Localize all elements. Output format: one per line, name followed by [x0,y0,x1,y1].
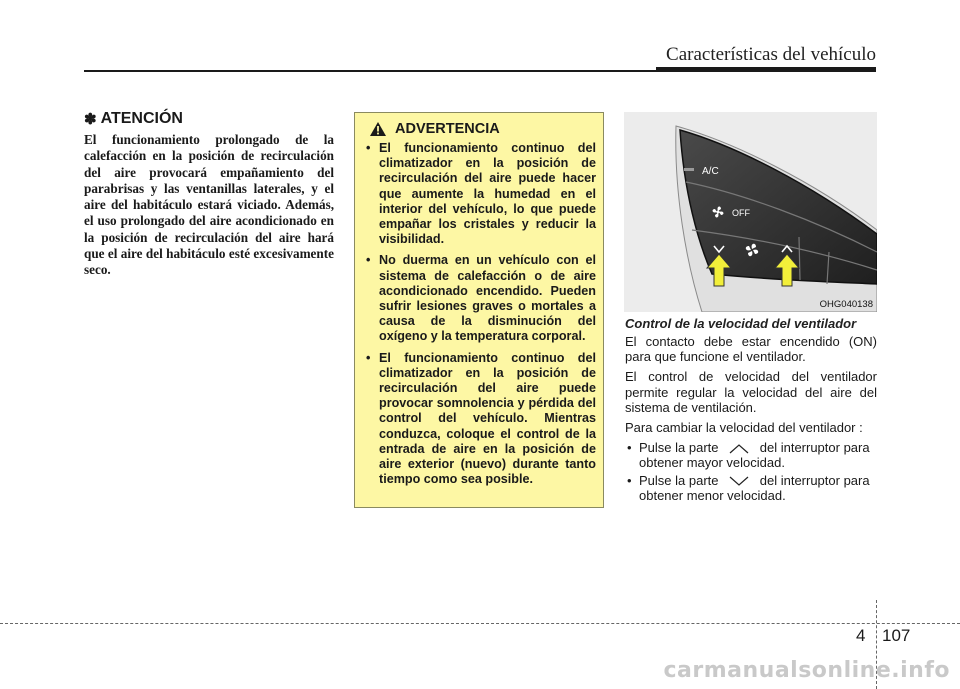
header-title: Características del vehículo [666,44,876,65]
warning-item: • El funcionamiento continuo del climatizador en la posición de recirculación del aire puede hacer que aumente la humedad en el interior del vehículo, lo que puede empañar los cristales y reducir la visibilidad. [366,141,596,247]
off-label: OFF [732,208,750,218]
list-item: • Pulse la parte del interruptor para obtener menor velocidad. [627,472,870,503]
chapter-number: 4 [856,626,866,645]
attention-heading-text: ATENCIÓN [100,110,183,127]
instruction-list [625,440,877,503]
paragraph: El control de velocidad del ventilador permite regular la velocidad del aire del sistema de ventilación. [625,369,877,415]
warning-title [369,121,596,137]
warning-triangle-icon [369,121,387,137]
warning-title-text: ADVERTENCIA [395,121,500,137]
attention-heading [84,110,334,128]
attention-section [84,110,334,279]
header-rule-accent [656,67,876,72]
fan-control-figure [624,112,877,312]
attention-body: El funcionamiento prolongado de la calefacción en la posición de recirculación del aire provocará empañamiento del parabrisas y las ventanillas laterales, y el aire del habitáculo estará viciado. Además, el uso prolongado del aire acondicionado en la posición de recirculación del aire hará que el aire del habitáculo esté excesivamente seco. [84,132,334,278]
page-number: 107 [882,626,911,645]
warning-box [354,112,604,508]
fan-speed-section [625,316,877,505]
figure-code: OHG040138 [819,299,873,310]
list-item: • Pulse la parte del interruptor para obtener mayor velocidad. [627,440,870,471]
paragraph: Para cambiar la velocidad del ventilador : [625,420,863,436]
chevron-up-icon [728,443,750,455]
asterisk-icon: ✽ [84,111,97,128]
section-title: Control de la velocidad del ventilador [625,316,857,331]
warning-list [363,141,596,487]
paragraph: El contacto debe estar encendido (ON) para que funcione el ventilador. [625,334,877,365]
warning-item: • El funcionamiento continuo del climatizador en la posición de recirculación del aire puede provocar somnolencia y pérdida del control del vehículo. Mientras conduzca, coloque el control de la entrada de aire en la posición de aire exterior (nuevo) durante tanto tiempo como sea posible. [366,350,596,487]
watermark: carmanualsonline.info [663,658,950,683]
chevron-down-icon [728,475,750,487]
warning-item: • No duerma en un vehículo con el sistema de calefacción o de aire acondicionado encendido. Pueden sufrir lesiones graves o mortales a causa de la disminución del oxígeno y la temperatura corporal. [366,253,596,344]
footer-rule [0,623,960,624]
ac-label: A/C [702,166,719,177]
climate-panel-illustration [624,112,877,312]
